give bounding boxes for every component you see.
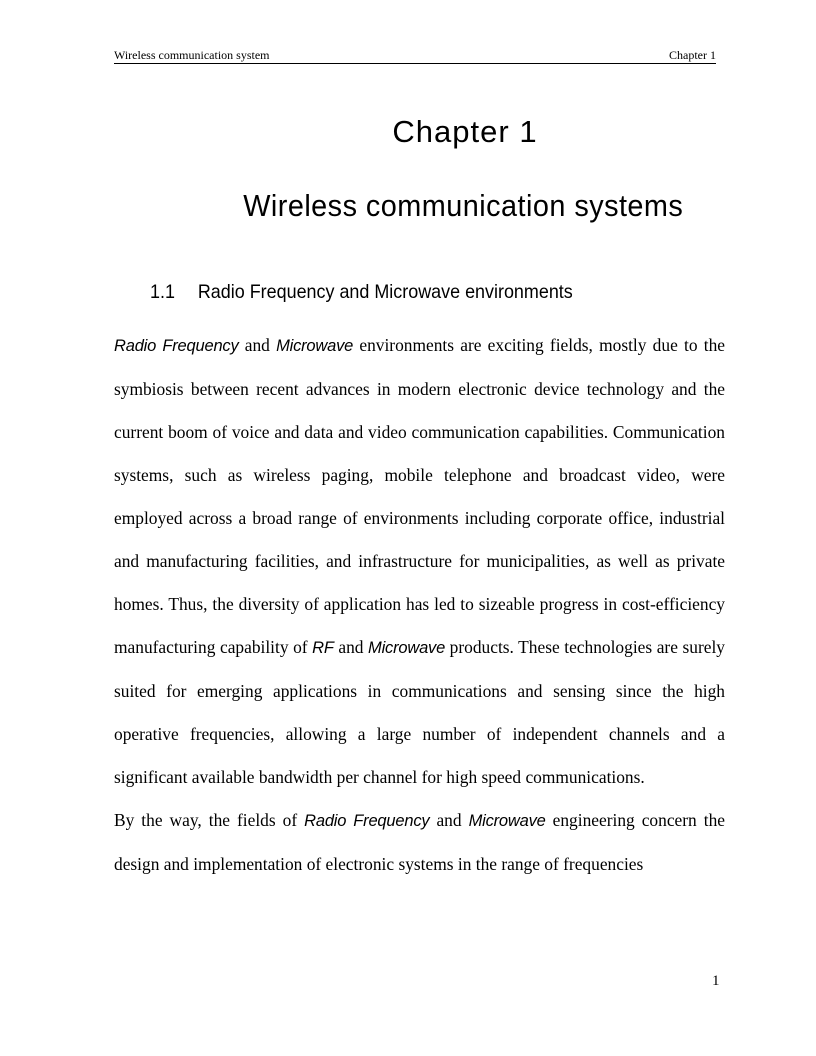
term-microwave: Microwave bbox=[276, 337, 354, 355]
term-radio-frequency: Radio Frequency bbox=[304, 812, 430, 830]
text-run: products. These technologies are surely suited for emerging applications in communications and sensing since the high operative frequencies, allowing a large number of independent channels and a significant available bandwidth per channel for high speed communications. bbox=[114, 637, 725, 787]
section-number: 1.1 bbox=[150, 281, 175, 303]
term-microwave: Microwave bbox=[368, 639, 446, 657]
text-run: By the way, the fields of bbox=[114, 810, 305, 830]
term-rf: RF bbox=[312, 639, 334, 657]
header-document-title: Wireless communication system bbox=[114, 48, 270, 62]
section-title: Radio Frequency and Microwave environments bbox=[197, 281, 573, 303]
term-radio-frequency: Radio Frequency bbox=[114, 337, 239, 355]
body-text bbox=[114, 324, 725, 886]
text-run: and bbox=[238, 335, 277, 355]
chapter-title: Wireless communication systems bbox=[243, 188, 684, 223]
section-heading bbox=[150, 278, 573, 306]
text-run: and bbox=[333, 637, 369, 657]
text-run: engineering concern the design and implementation of electronic systems in the range of frequencies bbox=[114, 810, 725, 874]
paragraph-1 bbox=[114, 324, 725, 799]
text-run: and bbox=[429, 810, 469, 830]
page-number: 1 bbox=[712, 973, 720, 989]
paragraph-2 bbox=[114, 799, 725, 886]
running-header bbox=[114, 47, 716, 64]
text-run: environments are exciting fields, mostly due to the symbiosis between recent advances in modern electronic device technology and the current boom of voice and data and video communication capabilities. Communication systems, such as wireless paging, mobile telephone and broadcast video, were employed across a broad range of environments including corporate office, industrial and manufacturing facilities, and infrastructure for municipalities, as well as private homes. Thus, the diversity of application has led to sizeable progress in cost-efficiency manufacturing capability of bbox=[114, 335, 725, 657]
header-chapter-label: Chapter 1 bbox=[669, 48, 716, 62]
term-microwave: Microwave bbox=[468, 812, 546, 830]
chapter-number: Chapter 1 bbox=[392, 114, 538, 149]
